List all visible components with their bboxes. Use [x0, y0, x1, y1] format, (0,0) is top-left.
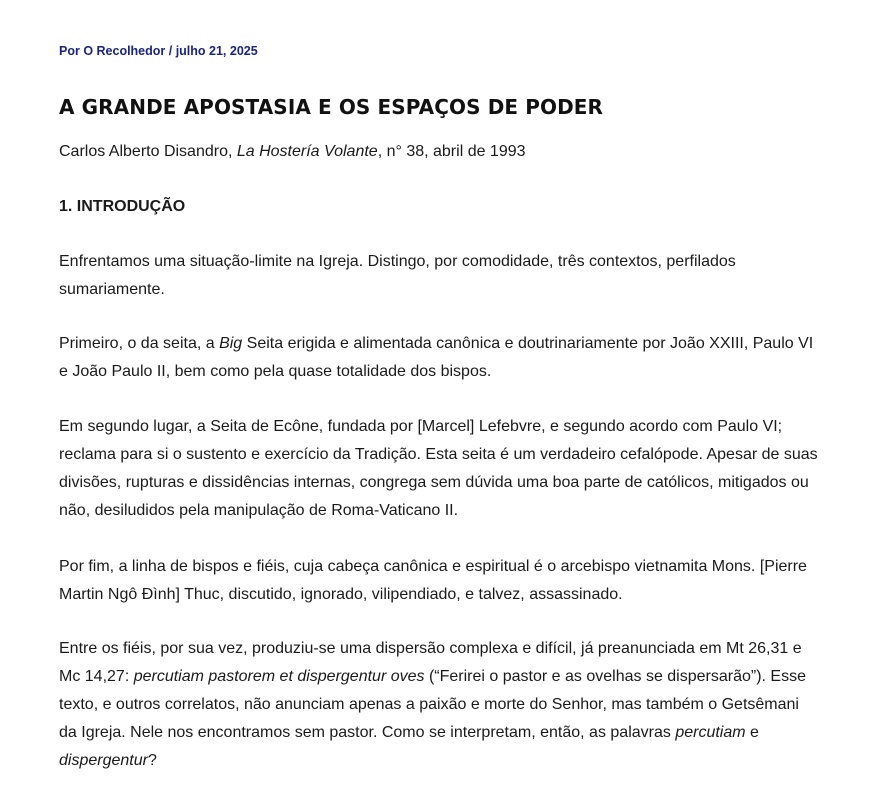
source-citation [59, 142, 526, 162]
paragraph-2 [59, 330, 819, 386]
paragraph-5-term-dispergentur: dispergentur [59, 752, 148, 769]
paragraph-2-text-a: Primeiro, o da seita, a [59, 335, 220, 352]
paragraph-2-text-c: Seita erigida e alimentada canônica e doutrinariamente por João XXIII, Paulo VI e João Paulo II, bem como pela quase totalidade dos bispos. [59, 335, 814, 380]
paragraph-2-emphasis: Big [219, 335, 243, 352]
paragraph-3: Em segundo lugar, a Seita de Ecône, fundada por [Marcel] Lefebvre, e segundo acordo com Paulo VI; reclama para si o sustento e exercício da Tradição. Esta seita é um verdadeiro cefalópode. Apesar de suas divisões, rupturas e dissidências internas, congrega sem dúvida uma boa parte de católicos, mitigados ou não, desiludidos pela manipulação de Roma-Vaticano II. [59, 418, 818, 519]
paragraph-5-text-g: ? [147, 752, 157, 769]
paragraph-5-text-a: Entre os fiéis, por sua vez, produziu-se uma dispersão complexa e difícil, já preanunciada em Mt 26,31 e Mc 14,27: [59, 640, 802, 685]
date-link[interactable]: julho 21, 2025 [175, 44, 258, 58]
byline-prefix: Por [59, 44, 84, 58]
byline-separator: / [165, 44, 176, 58]
section-heading: 1. INTRODUÇÃO [59, 198, 186, 215]
article-title: A GRANDE APOSTASIA E OS ESPAÇOS DE PODER [59, 95, 604, 119]
paragraph-5-latin-quote: percutiam pastorem et dispergentur oves [133, 668, 425, 685]
paragraph-5-term-percutiam: percutiam [675, 724, 746, 741]
paragraph-1: Enfrentamos uma situação-limite na Igreja. Distingo, por comodidade, três contextos, perfilados sumariamente. [59, 253, 736, 298]
citation-publication: La Hostería Volante [236, 143, 378, 160]
paragraph-4: Por fim, a linha de bispos e fiéis, cuja cabeça canônica e espiritual é o arcebispo vietnamita Mons. [Pierre Martin Ngô Đình] Thuc, discutido, ignorado, vilipendiado, e talvez, assassinado. [59, 558, 807, 603]
citation-issue: , n° 38, abril de 1993 [377, 143, 526, 160]
paragraph-5-text-e: e [745, 724, 759, 741]
citation-author: Carlos Alberto Disandro, [59, 143, 237, 160]
author-link[interactable]: O Recolhedor [83, 44, 166, 58]
paragraph-5-text-c: (“Ferirei o pastor e as ovelhas se dispersarão”). Esse texto, e outros correlatos, não anunciam apenas a paixão e morte do Senhor, mas também o Getsêmani da Igreja. Nele nos encontramos sem pastor. Como se interpretam, então, as palavras [59, 668, 806, 741]
post-byline [59, 44, 258, 58]
paragraph-5 [59, 635, 819, 775]
